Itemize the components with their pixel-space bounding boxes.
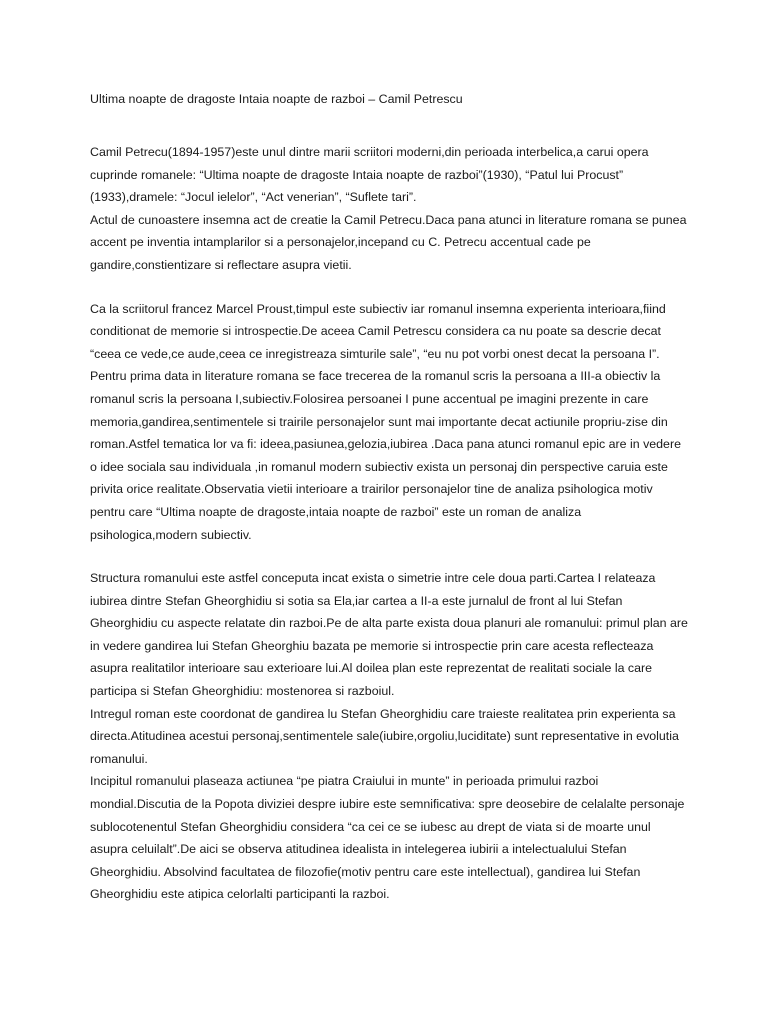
paragraph-intro: Camil Petrecu(1894-1957)este unul dintre marii scriitori moderni,din perioada interbelica,a carui opera cuprinde romanele: “Ultima noapte de dragoste Intaia noapte de razboi”(1930), “Patul lui Procust” (1933),dramele: “Jocul ielelor”, “Act venerian”, “Suflete tari”. <box>90 145 649 205</box>
document-body <box>90 88 690 906</box>
paragraph-proust: Ca la scriitorul francez Marcel Proust,timpul este subiectiv iar romanul insemna experienta interioara,fiind conditionat de memorie si introspectie.De aceea Camil Petrescu considera ca nu poate sa descrie decat “ceea ce vede,ce aude,ceea ce inregistreaza simturile sale”, “eu nu pot vorbi onest decat la persoana I”. Pentru prima data in literature romana se face trecerea de la romanul scris la persoana a III-a obiectiv la romanul scris la persoana I,subiectiv.Folosirea persoanei I pune accentual pe imagini prezente in care memoria,gandirea,sentimentele si trairile personajelor sunt mai importante decat actiunile propriu-zise din roman.Astfel tematica lor va fi: ideea,pasiunea,gelozia,iubirea .Daca pana atunci romanul epic are in vedere o idee sociala sau individuala ,in romanul modern subiectiv exista un personaj din perspective caruia este privita orice realitate.Observatia vietii interioare a trairilor personajelor tine de analiza psihologica motiv pentru care “Ultima noapte de dragoste,intaia noapte de razboi” este un roman de analiza psihologica,modern subiectiv. <box>90 301 681 542</box>
paragraph-structure: Structura romanului este astfel conceputa incat exista o simetrie intre cele doua parti.Cartea I relateaza iubirea dintre Stefan Gheorghidiu si sotia sa Ela,iar cartea a II-a este jurnalul de front al lui Stefan Gheorghidiu cu aspecte relatate din razboi.Pe de alta parte exista doua planuri ale romanului: primul plan are in vedere gandirea lui Stefan Gheorghiu bazata pe memorie si introspectie prin care acesta reflecteaza asupra realitatilor interioare sau exterioare lui.Al doilea plan este reprezentat de realitati sociale la care participa si Stefan Gheorghidiu: mostenorea si razboiul. <box>90 571 688 699</box>
paragraph-creation: Actul de cunoastere insemna act de creatie la Camil Petrecu.Daca pana atunci in literature romana se punea accent pe inventia intamplarilor si a personajelor,incepand cu C. Petrecu accentual cade pe gandire,constientizare si reflectare asupra vietii. <box>90 212 687 272</box>
paragraph-gandire: Intregul roman este coordonat de gandirea lu Stefan Gheorghidiu care traieste realitatea prin experienta sa directa.Atitudinea acestui personaj,sentimentele sale(iubire,orgoliu,luciditate) sunt representative in evolutia romanului. <box>90 706 679 766</box>
document-title: Ultima noapte de dragoste Intaia noapte de razboi – Camil Petrescu <box>90 92 463 106</box>
paragraph-incipit: Incipitul romanului plaseaza actiunea “pe piatra Craiului in munte” in perioada primului razboi mondial.Discutia de la Popota diviziei despre iubire este semnificativa: spre deosebire de celalalte personaje sublocotenentul Stefan Gheorghidiu considera “ca cei ce se iubesc au drept de viata si de moarte unul asupra celuilalt”.De aici se observa atitudinea idealista in intelegerea iubirii a intelectualului Stefan Gheorghidiu. Absolvind facultatea de filozofie(motiv pentru care este intellectual), gandirea lui Stefan Gheorghidiu este atipica celorlalti participanti la razboi. <box>90 774 685 902</box>
